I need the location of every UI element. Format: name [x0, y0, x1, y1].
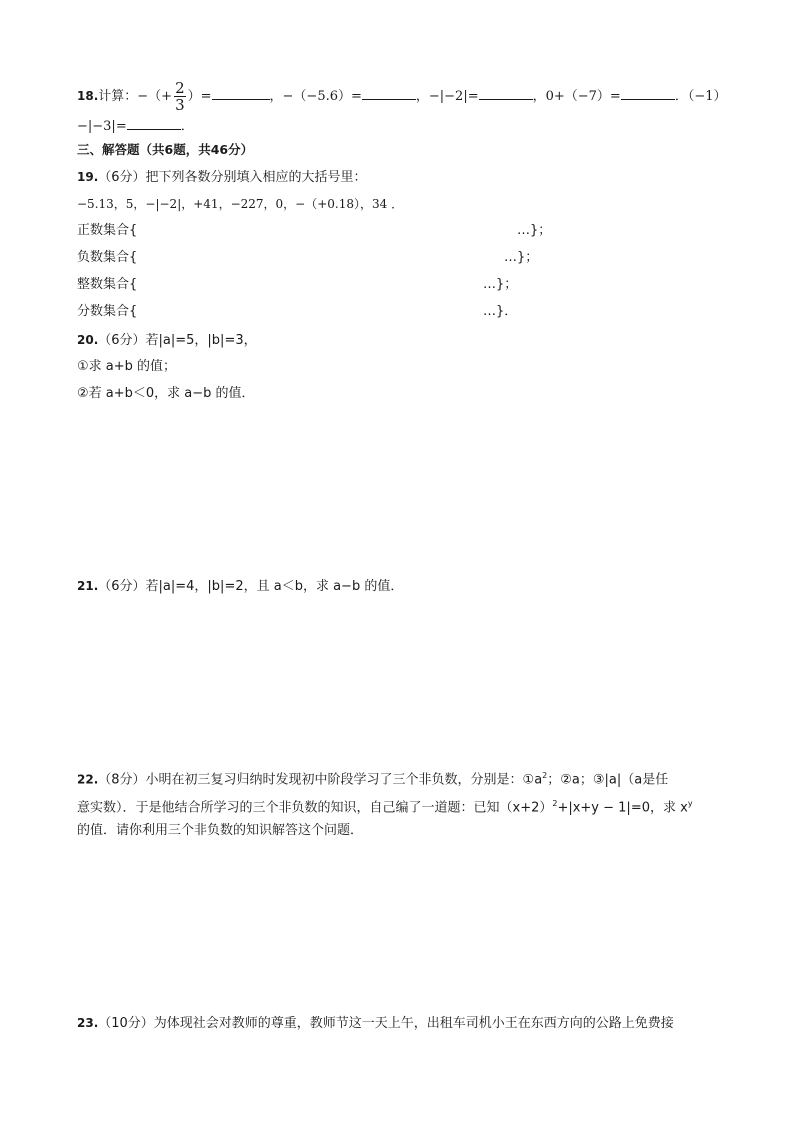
- q18-expr5: ．（−1）: [674, 89, 727, 104]
- set-end: …}；: [517, 223, 552, 238]
- question-number: 22.: [77, 772, 99, 787]
- q20-text: （6分）若|a|=5，|b|=3，: [98, 333, 257, 348]
- fraction: [174, 80, 186, 113]
- question-number: 18.: [77, 89, 99, 103]
- set-end: …}．: [483, 304, 518, 319]
- q20-part1: ①求 a+b 的值；: [77, 359, 177, 374]
- q18-line1: [77, 80, 727, 113]
- q18-expr3: ，−|−2|=: [415, 89, 479, 104]
- q18-line2-pre: −|−3|=: [77, 119, 127, 134]
- q18-expr4: ，0+（−7）=: [532, 89, 621, 104]
- set-label: 负数集合{: [77, 250, 138, 265]
- q23-text: （10分）为体现社会对教师的尊重，教师节这一天上午，出租车司机小王在东西方向的公路上免费接: [98, 1016, 674, 1031]
- set-label: 正数集合{: [77, 223, 138, 238]
- fraction-numerator: 2: [175, 79, 185, 97]
- answer-blank-2[interactable]: [362, 85, 416, 100]
- answer-blank-3[interactable]: [479, 85, 533, 100]
- set-fraction: [77, 303, 518, 321]
- section-heading: 三、解答题（共6题，共46分）: [77, 142, 254, 157]
- set-label: 分数集合{: [77, 304, 138, 319]
- q22-line2: [77, 795, 693, 817]
- set-integer: [77, 276, 518, 294]
- set-positive: [77, 222, 552, 240]
- answer-blank-1[interactable]: [212, 85, 270, 100]
- q22-line1-b: ；②a；③|a|（a是任: [547, 772, 669, 788]
- q18-expr1-pre: −（+: [137, 89, 173, 104]
- q21-text: （6分）若|a|=4，|b|=2，且 a＜b，求 a−b 的值．: [98, 579, 404, 594]
- q19-numbers: −5.13，5，−|−2|，+41，−227，0，−（+0.18），34 ．: [77, 197, 404, 211]
- q19-text: （6分）把下列各数分别填入相应的大括号里：: [98, 170, 367, 185]
- q19-prompt: [77, 168, 367, 187]
- q23-prompt: [77, 1014, 674, 1033]
- q20-part2: ②若 a+b＜0，求 a−b 的值．: [77, 386, 255, 401]
- q22-line1-a: （8分）小明在初三复习归纳时发现初中阶段学习了三个非负数，分别是：①a: [98, 772, 543, 788]
- question-number: 23.: [77, 1016, 99, 1030]
- superscript: y: [687, 799, 693, 808]
- q18-expr1-post: ）=: [187, 89, 212, 104]
- superscript: 2: [552, 799, 558, 808]
- answer-blank-5[interactable]: [127, 115, 181, 130]
- question-number: 20.: [77, 333, 99, 347]
- question-number: 19.: [77, 170, 99, 184]
- answer-blank-4[interactable]: [621, 85, 675, 100]
- superscript: 2: [542, 771, 548, 780]
- q22-line1: [77, 767, 668, 789]
- set-label: 整数集合{: [77, 277, 138, 292]
- question-number: 21.: [77, 579, 99, 593]
- q18-line2: [77, 115, 194, 136]
- q22-line2-b: +|x+y − 1|=0，求 x: [557, 800, 688, 816]
- q21-prompt: [77, 577, 403, 596]
- q18-expr2: ，−（−5.6）=: [269, 89, 362, 104]
- set-end: …}；: [483, 277, 518, 292]
- fraction-denominator: 3: [175, 96, 185, 114]
- set-negative: [77, 249, 539, 267]
- q18-label: 计算：: [98, 89, 138, 104]
- q22-line2-a: 意实数）．于是他结合所学习的三个非负数的知识，自己编了一道题：已知（x+2）: [77, 800, 553, 816]
- set-end: …}；: [504, 250, 539, 265]
- q20-prompt: [77, 331, 257, 350]
- q22-line3: 的值．请你利用三个非负数的知识解答这个问题．: [77, 823, 364, 838]
- q18-line2-end: ．: [180, 119, 194, 134]
